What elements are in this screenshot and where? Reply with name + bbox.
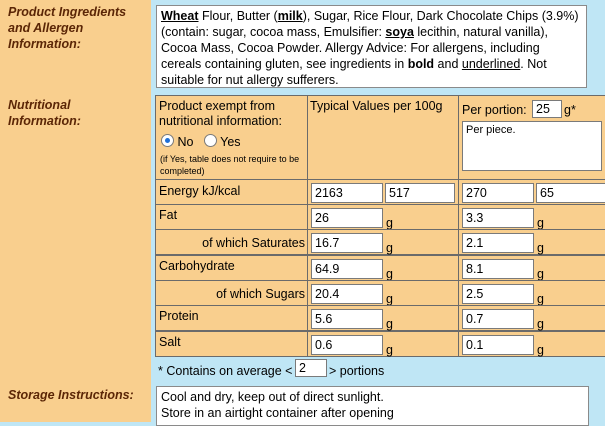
per-portion-header: Per portion: 25 g* Per piece. xyxy=(458,95,605,180)
radio-no[interactable]: No xyxy=(161,135,193,149)
unit-label: g xyxy=(537,343,544,357)
unit-label: g xyxy=(537,216,544,230)
ingredients-section-label: Product Ingredients and Allergen Information: xyxy=(8,5,127,51)
nutrient-label-cell xyxy=(155,331,308,357)
nutrient-100g-cell xyxy=(307,204,459,230)
unit-label: g xyxy=(537,317,544,331)
nutrient-label-cell xyxy=(155,255,308,281)
nutrient-portion-cell xyxy=(458,305,605,331)
energy-kj-portion-input[interactable]: 270 xyxy=(462,183,534,203)
contains-suffix: > portions xyxy=(329,364,385,378)
nutrient-100g-cell xyxy=(307,280,459,306)
nutrient-portion-input[interactable]: 2.5 xyxy=(462,284,534,304)
nutrient-100g-input[interactable]: 64.9 xyxy=(311,259,383,279)
nutrient-portion-cell xyxy=(458,229,605,255)
storage-textarea[interactable]: Cool and dry, keep out of direct sunlight. Store in an airtight container after opening xyxy=(156,386,589,426)
nutrient-100g-cell xyxy=(307,229,459,255)
per-portion-input[interactable]: 25 xyxy=(532,100,562,118)
radio-no-icon[interactable] xyxy=(161,134,174,147)
nutrient-portion-input[interactable]: 3.3 xyxy=(462,208,534,228)
label-column xyxy=(0,0,151,422)
unit-label: g xyxy=(386,267,393,281)
nutrient-label: Carbohydrate xyxy=(159,259,235,273)
nutrient-100g-input[interactable]: 16.7 xyxy=(311,233,383,253)
nutrition-table xyxy=(155,95,605,357)
nutrient-portion-input[interactable]: 0.7 xyxy=(462,309,534,329)
nutrient-portion-input[interactable]: 8.1 xyxy=(462,259,534,279)
exempt-cell xyxy=(155,95,308,180)
unit-label: g xyxy=(386,292,393,306)
allergen-soya: soya xyxy=(385,25,414,39)
nutrient-portion-input[interactable]: 2.1 xyxy=(462,233,534,253)
nutrient-100g-input[interactable]: 0.6 xyxy=(311,335,383,355)
exempt-label: Product exempt from nutritional information: xyxy=(159,99,282,128)
exempt-note: (if Yes, table does not require to be completed) xyxy=(160,154,300,176)
radio-yes[interactable]: Yes xyxy=(204,135,241,149)
nutrient-100g-cell xyxy=(307,255,459,281)
unit-label: g xyxy=(537,267,544,281)
energy-kcal-100g-input[interactable]: 517 xyxy=(385,183,455,203)
nutrient-label: Fat xyxy=(159,208,178,222)
allergen-wheat: Wheat xyxy=(161,9,199,23)
energy-kj-100g-input[interactable]: 2163 xyxy=(311,183,383,203)
nutrient-label: Salt xyxy=(159,335,181,349)
nutrient-portion-cell xyxy=(458,331,605,357)
portions-count-input[interactable]: 2 xyxy=(295,359,327,377)
nutrient-label: of which Saturates xyxy=(202,236,305,250)
nutrient-label: of which Sugars xyxy=(216,287,305,301)
ingredients-textarea[interactable]: Wheat Flour, Butter (milk), Sugar, Rice Flour, Dark Chocolate Chips (3.9%) (contain: sugar, cocoa mass, Emulsifier: soya lecithin, natural vanilla), Cocoa Mass, Cocoa Powder. Allergy Advice: For allergens, including cereals containing gluten, see ingredients in bold and underlined. Not suitable for nut allergy sufferers. xyxy=(156,5,587,88)
unit-label: g xyxy=(537,241,544,255)
nutrient-100g-input[interactable]: 20.4 xyxy=(311,284,383,304)
nutrient-portion-cell xyxy=(458,280,605,306)
energy-portion-cell xyxy=(458,179,605,205)
nutrient-100g-cell xyxy=(307,331,459,357)
energy-label-cell: Energy kJ/kcal xyxy=(155,179,308,205)
contains-prefix: * Contains on average < xyxy=(158,364,293,378)
nutrient-100g-input[interactable]: 26 xyxy=(311,208,383,228)
unit-label: g xyxy=(386,317,393,331)
nutrient-label-cell xyxy=(155,229,308,255)
nutrient-label: Protein xyxy=(159,309,199,323)
nutrient-portion-cell xyxy=(458,204,605,230)
unit-label: g xyxy=(386,216,393,230)
nutrient-portion-cell xyxy=(458,255,605,281)
energy-kcal-portion-input[interactable]: 65 xyxy=(536,183,605,203)
unit-label: g xyxy=(386,343,393,357)
nutrient-label-cell xyxy=(155,204,308,230)
nutrient-100g-input[interactable]: 5.6 xyxy=(311,309,383,329)
typical-values-header: Typical Values per 100g xyxy=(307,95,459,180)
radio-yes-icon[interactable] xyxy=(204,134,217,147)
unit-label: g xyxy=(386,241,393,255)
exempt-radio-group xyxy=(161,134,241,149)
nutrient-label-cell xyxy=(155,280,308,306)
nutrient-label-cell xyxy=(155,305,308,331)
storage-section-label: Storage Instructions: xyxy=(8,388,134,402)
nutrition-section-label: Nutritional Information: xyxy=(8,98,81,128)
nutrient-100g-cell xyxy=(307,305,459,331)
per-portion-description[interactable]: Per piece. xyxy=(462,121,602,171)
unit-label: g xyxy=(537,292,544,306)
energy-100g-cell xyxy=(307,179,459,205)
allergen-milk: milk xyxy=(277,9,303,23)
nutrient-portion-input[interactable]: 0.1 xyxy=(462,335,534,355)
